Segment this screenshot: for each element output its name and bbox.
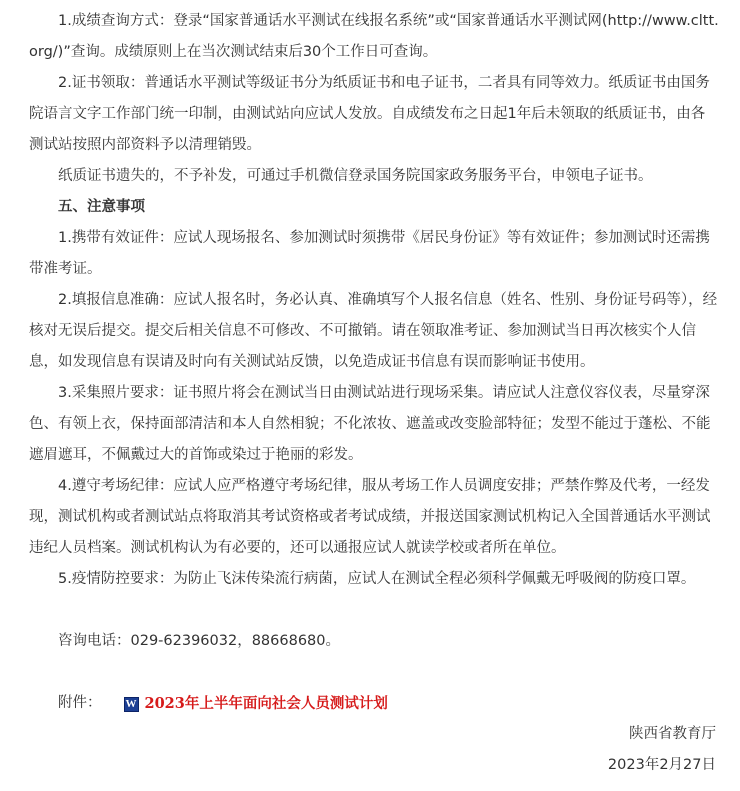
paragraph-certificate-collection: 2.证书领取：普通话水平测试等级证书分为纸质证书和电子证书，二者具有同等效力。纸质证书由国务院语言文字工作部门统一印制，由测试站向应试人发放。自成绩发布之日起1年后未领取的纸质证书，由各测试站按照内部资料予以清理销毁。: [29, 75, 710, 153]
note-epidemic-prevention: 5.疫情防控要求：为防止飞沫传染流行病菌，应试人在测试全程必须科学佩戴无呼吸阀的防疫口罩。: [58, 571, 696, 587]
contact-phone: 咨询电话：029-62396032，88668680。: [58, 633, 341, 649]
attachment-link[interactable]: 2023年上半年面向社会人员测试计划: [144, 695, 388, 712]
paragraph-score-query: 1.成绩查询方式：登录“国家普通话水平测试在线报名系统”或“国家普通话水平测试网(http://www.cltt.org/)”查询。成绩原则上在当次测试结束后30个工作日可查询。: [29, 13, 719, 60]
note-exam-discipline: 4.遵守考场纪律：应试人应严格遵守考场纪律，服从考场工作人员调度安排；严禁作弊及代考，一经发现，测试机构或者测试站点将取消其考试资格或者考试成绩，并报送国家测试机构记入全国普通话水平测试违纪人员档案。测试机构认为有必要的，还可以通报应试人就读学校或者所在单位。: [29, 478, 711, 556]
signature-organization: 陕西省教育厅: [629, 726, 716, 742]
note-photo-requirements: 3.采集照片要求：证书照片将会在测试当日由测试站进行现场采集。请应试人注意仪容仪表，尽量穿深色、有领上衣，保持面部清洁和本人自然相貌；不化浓妆、遮盖或改变脸部特征；发型不能过于蓬松、不能遮眉遮耳，不佩戴过大的首饰或染过于艳丽的彩发。: [29, 385, 711, 463]
section-heading-notes: 五、注意事项: [58, 199, 145, 215]
attachment-label: 附件：: [58, 695, 102, 711]
word-document-icon: W: [125, 698, 137, 710]
paragraph-certificate-loss: 纸质证书遗失的，不予补发，可通过手机微信登录国务院国家政务服务平台，申领电子证书。: [58, 168, 653, 184]
note-valid-id: 1.携带有效证件：应试人现场报名、参加测试时须携带《居民身份证》等有效证件；参加测试时还需携带准考证。: [29, 230, 710, 277]
note-accurate-info: 2.填报信息准确：应试人报名时，务必认真、准确填写个人报名信息（姓名、性别、身份证号码等），经核对无误后提交。提交后相关信息不可修改、不可撤销。请在领取准考证、参加测试当日再次核实个人信息，如发现信息有误请及时向有关测试站反馈，以免造成证书信息有误而影响证书使用。: [29, 292, 718, 370]
attachment-row: [58, 688, 388, 719]
signature-date: 2023年2月27日: [607, 757, 716, 773]
